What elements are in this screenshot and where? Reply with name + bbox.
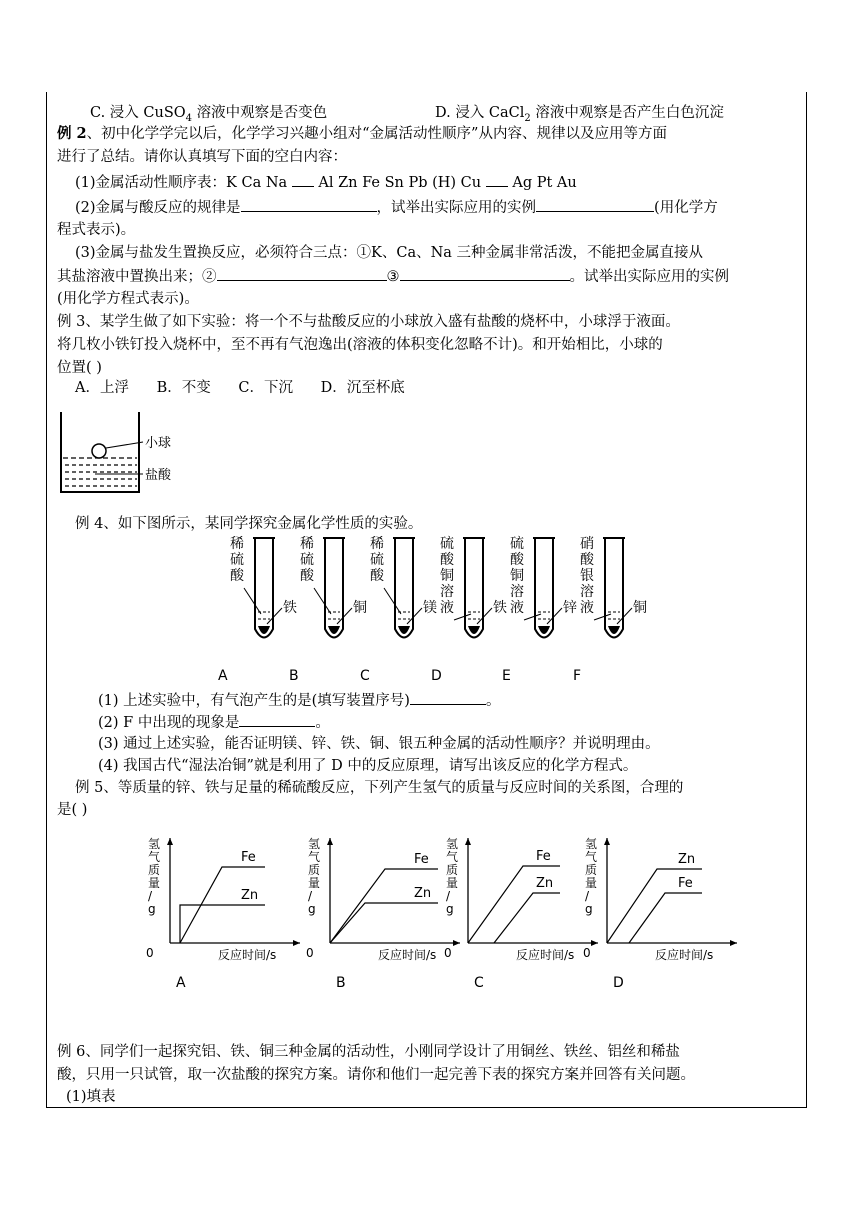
graph-c: [444, 837, 598, 991]
graph-origin: 0: [583, 946, 591, 960]
ex2-q3-line3: (用化学方程式表示)。: [57, 291, 199, 307]
tube-letter: C: [360, 668, 370, 684]
ex5-line1: 例 5、等质量的锌、铁与足量的稀硫酸反应，下列产生氢气的质量与反应时间的关系图，合理的: [75, 780, 684, 796]
ex3-line2: 将几枚小铁钉投入烧杯中，至不再有气泡逸出(溶液的体积变化忽略不计)。和开始相比，小球的: [57, 337, 663, 353]
test-tube-c: [360, 536, 437, 684]
graph-upper-label: Fe: [414, 852, 429, 867]
tube-liquid-label: 稀硫酸: [230, 536, 244, 584]
ex3-line3: 位置( ): [57, 360, 102, 376]
tube-liquid-label: 稀硫酸: [300, 536, 314, 584]
ex2-q2: (2)金属与酸反应的规律是 ，试举出实际应用的实例 (用化学方: [75, 197, 718, 218]
graph-lower-label: Zn: [536, 876, 554, 891]
ex2-q3-line2: 其盐溶液中置换出来；② ③ 。试举出实际应用的实例: [57, 266, 729, 287]
graph-lower-line: [494, 893, 560, 943]
ex2-q1: (1)金属活动性顺序表：K Ca Na Al Zn Fe Sn Pb (H) Cu Ag Pt Au: [75, 172, 577, 193]
graph-origin: 0: [306, 946, 314, 960]
graph-ylabel: 氢气质量/ g: [585, 837, 598, 916]
graph-xlabel: 反应时间/s: [378, 948, 437, 962]
beaker-figure: [55, 408, 195, 498]
tube-liquid-label: 稀硫酸: [370, 536, 384, 584]
beaker-acid-label: 盐酸: [145, 468, 172, 483]
tube-metal-label: 铜: [353, 600, 367, 616]
tube-liquid-label: 硫酸铜溶液: [440, 536, 454, 616]
test-tube-f: [573, 535, 647, 684]
tube-liquid-label: 硝酸银溶液: [580, 536, 594, 616]
option-d: D. 浸入 CaCl$_2$ 溶液中观察是否产生白色沉淀: [435, 105, 724, 124]
beaker-ball-label: 小球: [145, 436, 172, 451]
ex3-options: A．上浮 B．不变 C．下沉 D．沉至杯底: [75, 380, 405, 396]
ex2-q2-line2: 程式表示)。: [57, 222, 136, 238]
graph-lower-line: [330, 903, 438, 943]
graph-origin: 0: [444, 946, 452, 960]
test-tube-b: [289, 536, 367, 684]
test-tube-e: [502, 536, 577, 684]
graph-letter: A: [176, 975, 186, 991]
graph-origin: 0: [146, 946, 154, 960]
graphs-figure: [120, 825, 740, 1000]
tube-letter: A: [218, 668, 228, 684]
graph-d: [583, 837, 737, 991]
graph-xlabel: 反应时间/s: [655, 948, 714, 962]
graph-letter: C: [474, 975, 484, 991]
tube-metal-label: 锌: [563, 600, 577, 616]
graph-upper-label: Fe: [536, 849, 551, 864]
tube-letter: D: [431, 668, 442, 684]
graph-a: [146, 837, 300, 991]
tube-letter: B: [289, 668, 299, 684]
graph-lower-line: [629, 893, 702, 943]
graph-upper-label: Zn: [678, 852, 696, 867]
ex2-q3-line1: (3)金属与盐发生置换反应，必须符合三点：①K、Ca、Na 三种金属非常活泼，不能把金属直接从: [75, 245, 704, 261]
graph-letter: B: [336, 975, 346, 991]
graph-lower-label: Zn: [414, 886, 432, 901]
test-tubes-figure: [200, 534, 660, 684]
tube-liquid-label: 硫酸铜溶液: [510, 536, 524, 616]
ex4-line: 例 4、如下图所示，某同学探究金属化学性质的实验。: [75, 516, 423, 532]
graph-lower-line: [180, 905, 265, 943]
ex4-q3: (3) 通过上述实验，能否证明镁、锌、铁、铜、银五种金属的活动性顺序？并说明理由。: [98, 736, 660, 752]
graph-letter: D: [613, 975, 624, 991]
graph-upper-line: [330, 869, 438, 943]
tube-metal-label: 铜: [633, 600, 647, 616]
ex2-line2: 进行了总结。请你认真填写下面的空白内容：: [57, 149, 347, 165]
test-tube-a: [218, 536, 297, 684]
ex6-line1: 例 6、同学们一起探究铝、铁、铜三种金属的活动性，小刚同学设计了用铜丝、铁丝、铝丝和稀盐: [57, 1044, 680, 1060]
tube-metal-label: 铁: [493, 600, 507, 616]
graph-lower-label: Fe: [678, 876, 693, 891]
tube-letter: E: [502, 668, 511, 684]
ex4-q2: (2) F 中出现的现象是 。: [98, 712, 330, 733]
tube-metal-label: 镁: [423, 600, 437, 616]
graph-b: [306, 837, 460, 991]
graph-ylabel: 氢气质量/ g: [148, 837, 161, 916]
ex2-line1: 例 2、初中化学学完以后，化学学习兴趣小组对“金属活动性顺序”从内容、规律以及应用等方面: [57, 125, 667, 142]
tube-letter: F: [573, 668, 582, 684]
ex5-line2: 是( ): [57, 802, 88, 818]
ex3-line1: 例 3、某学生做了如下实验：将一个不与盐酸反应的小球放入盛有盐酸的烧杯中，小球浮于液面。: [57, 314, 680, 330]
option-c: C. 浸入 CuSO$_4$ 溶液中观察是否变色: [90, 105, 328, 124]
graph-xlabel: 反应时间/s: [516, 948, 575, 962]
ex6-line2: 酸，只用一只试管，取一次盐酸的探究方案。请你和他们一起完善下表的探究方案并回答有关问题。: [57, 1067, 695, 1083]
graph-upper-label: Fe: [241, 850, 256, 865]
ex4-q1: (1) 上述实验中，有气泡产生的是(填写装置序号) 。: [98, 690, 500, 711]
test-tube-d: [431, 536, 507, 684]
graph-ylabel: 氢气质量/ g: [446, 837, 459, 916]
ex6-q1: (1)填表: [66, 1089, 116, 1105]
graph-ylabel: 氢气质量/ g: [308, 837, 321, 916]
ex4-q4: (4) 我国古代“湿法冶铜”就是利用了 D 中的反应原理，请写出该反应的化学方程式。: [98, 758, 638, 774]
tube-metal-label: 铁: [283, 600, 297, 616]
graph-xlabel: 反应时间/s: [218, 948, 277, 962]
graph-lower-label: Zn: [241, 888, 259, 903]
